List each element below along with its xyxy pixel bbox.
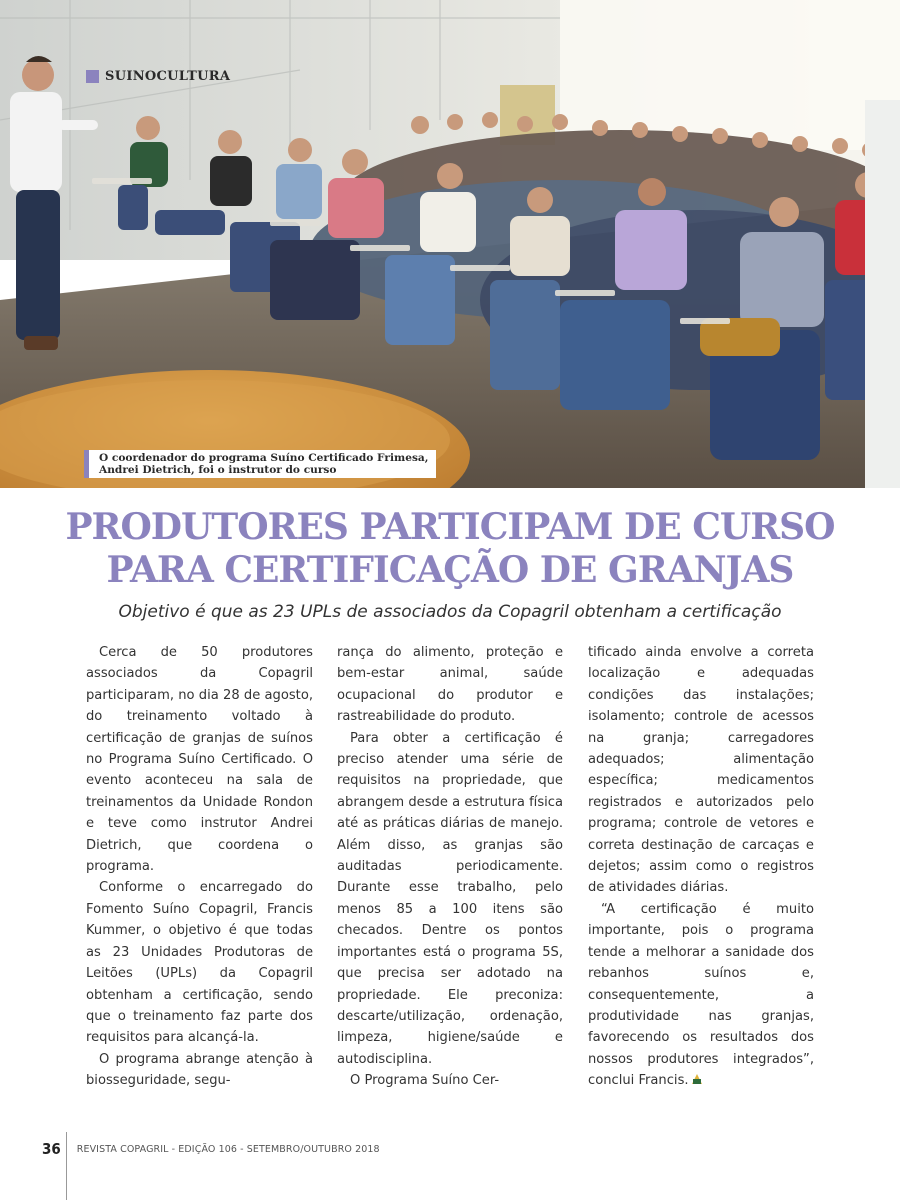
- paragraph: Cerca de 50 produtores associados da Copagril participaram, no dia 28 de agosto, do treinamento voltado à certificação de granjas de suínos no Programa Suíno Certificado. O evento aconteceu na sala de treinamentos da Unidade Rondon e teve como instrutor Andrei Dietrich, que coordena o programa.: [86, 645, 313, 875]
- paragraph-text: “A certificação é muito importante, pois o programa tende a melhorar a sanidade dos rebanhos suínos e, consequentemente, a produtividade nas granjas, favorecendo os resultados dos nossos produtores integrados”, conclui Francis.: [588, 901, 814, 1089]
- section-tag: [86, 69, 230, 84]
- headline-line: PARA CERTIFICAÇÃO DE GRANJAS: [106, 549, 794, 591]
- caption-line: Andrei Dietrich, foi o instrutor do curso: [99, 464, 337, 476]
- footer-divider: [66, 1132, 67, 1200]
- photo-caption: [84, 450, 436, 478]
- end-of-article-icon: [690, 1073, 704, 1085]
- article-column-2: [337, 642, 563, 1092]
- article-photo: [0, 0, 900, 488]
- headline-line: PRODUTORES PARTICIPAM DE CURSO: [65, 506, 835, 548]
- paragraph: tificado ainda envolve a correta localização e adequadas condições das instalações; isolamento; controle de acessos na granja; carregadores adequados; alimentação específica; medicamentos registrados e autorizados pelo programa; controle de vetores e correta destinação de carcaças e dejetos; assim como o registros de atividades diárias.: [588, 645, 814, 896]
- section-label: SUINOCULTURA: [105, 69, 231, 84]
- paragraph: rança do alimento, proteção e bem-estar animal, saúde ocupacional do produtor e rastreabilidade do produto.: [337, 645, 563, 725]
- article-column-1: [86, 642, 313, 1092]
- paragraph: O Programa Suíno Cer-: [350, 1073, 500, 1089]
- page-number: 36: [42, 1140, 61, 1158]
- article-headline: [0, 506, 900, 592]
- article-subhead: Objetivo é que as 23 UPLs de associados da Copagril obtenham a certificação: [118, 602, 782, 622]
- section-marker-icon: [86, 70, 99, 83]
- article-column-3: [588, 642, 814, 1092]
- paragraph: O programa abrange atenção à biosseguridade, segu-: [86, 1051, 313, 1089]
- caption-line: O coordenador do programa Suíno Certificado Frimesa,: [99, 452, 429, 464]
- paragraph: Para obter a certificação é preciso atender uma série de requisitos na propriedade, que abrangem desde a estrutura física até as práticas diárias de manejo. Além disso, as granjas são auditadas periodicamente. Durante esse trabalho, pelo menos 85 a 100 itens são checados. Dentre os pontos importantes está o programa 5S, que precisa ser adotado na propriedade. Ele preconiza: descarte/utilização, ordenação, limpeza, higiene/saúde e autodisciplina.: [337, 730, 563, 1067]
- paragraph: Conforme o encarregado do Fomento Suíno Copagril, Francis Kummer, o objetivo é que todas as 23 Unidades Produtoras de Leitões (UPLs) da Copagril obtenham a certificação, sendo que o treinamento faz parte dos requisitos para alcançá-la.: [86, 880, 313, 1046]
- paragraph: [588, 899, 814, 1092]
- publication-info: REVISTA COPAGRIL - EDIÇÃO 106 - SETEMBRO/OUTUBRO 2018: [76, 1143, 380, 1155]
- page-footer: [42, 1140, 380, 1158]
